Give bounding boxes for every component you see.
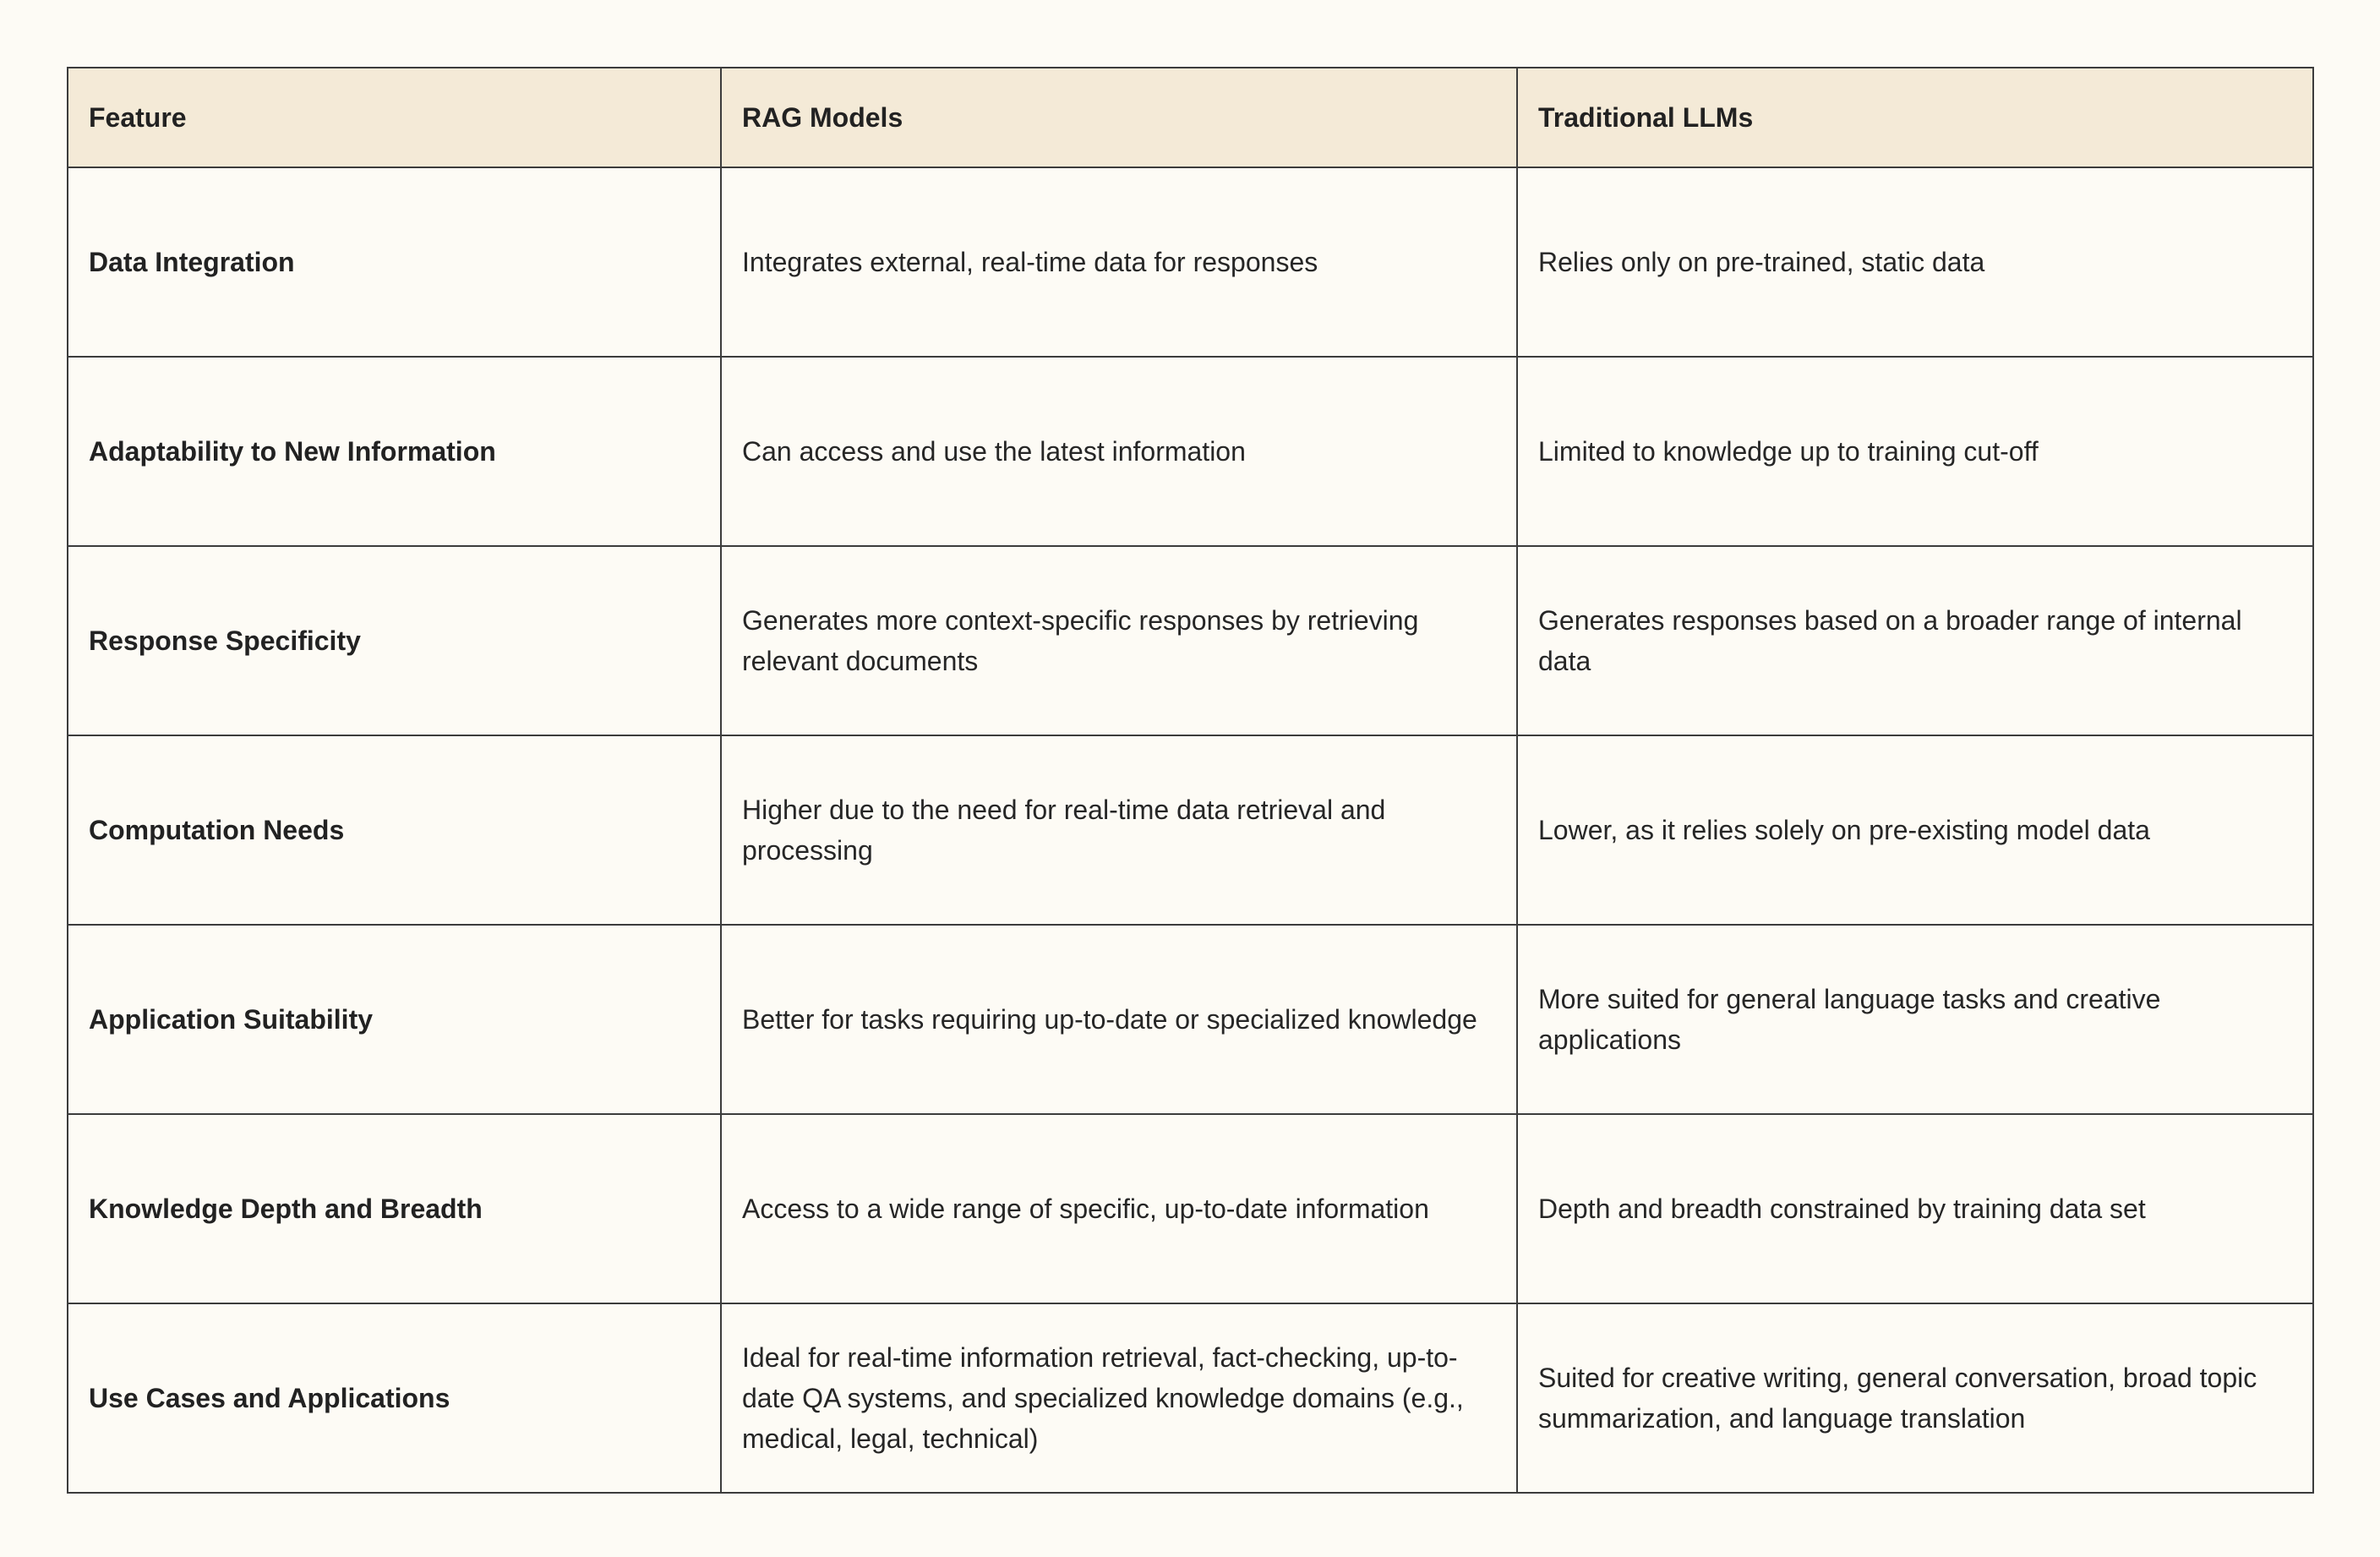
llm-cell: Generates responses based on a broader range of internal data [1517,546,2313,735]
table-row [68,735,2313,925]
feature-cell: Knowledge Depth and Breadth [68,1114,721,1303]
table-row [68,167,2313,357]
llm-cell: Lower, as it relies solely on pre-existing model data [1517,735,2313,925]
table-row [68,925,2313,1114]
feature-cell: Adaptability to New Information [68,357,721,546]
header-traditional-llms: Traditional LLMs [1517,68,2313,167]
header-feature: Feature [68,68,721,167]
rag-cell: Integrates external, real-time data for responses [721,167,1517,357]
rag-cell: Ideal for real-time information retrieval, fact-checking, up-to-date QA systems, and specialized knowledge domains (e.g., medical, legal, technical) [721,1303,1517,1493]
table-header-row [68,68,2313,167]
llm-cell: Depth and breadth constrained by training data set [1517,1114,2313,1303]
feature-cell: Response Specificity [68,546,721,735]
rag-cell: Generates more context-specific responses by retrieving relevant documents [721,546,1517,735]
rag-cell: Higher due to the need for real-time data retrieval and processing [721,735,1517,925]
feature-cell: Data Integration [68,167,721,357]
llm-cell: Limited to knowledge up to training cut-off [1517,357,2313,546]
llm-cell: Suited for creative writing, general conversation, broad topic summarization, and language translation [1517,1303,2313,1493]
table-row [68,357,2313,546]
rag-cell: Access to a wide range of specific, up-to-date information [721,1114,1517,1303]
comparison-table [67,67,2314,1494]
comparison-table-container [67,67,2312,1494]
header-rag-models: RAG Models [721,68,1517,167]
feature-cell: Use Cases and Applications [68,1303,721,1493]
table-row [68,546,2313,735]
rag-cell: Can access and use the latest information [721,357,1517,546]
table-row [68,1114,2313,1303]
feature-cell: Application Suitability [68,925,721,1114]
rag-cell: Better for tasks requiring up-to-date or specialized knowledge [721,925,1517,1114]
llm-cell: More suited for general language tasks and creative applications [1517,925,2313,1114]
table-row [68,1303,2313,1493]
feature-cell: Computation Needs [68,735,721,925]
llm-cell: Relies only on pre-trained, static data [1517,167,2313,357]
